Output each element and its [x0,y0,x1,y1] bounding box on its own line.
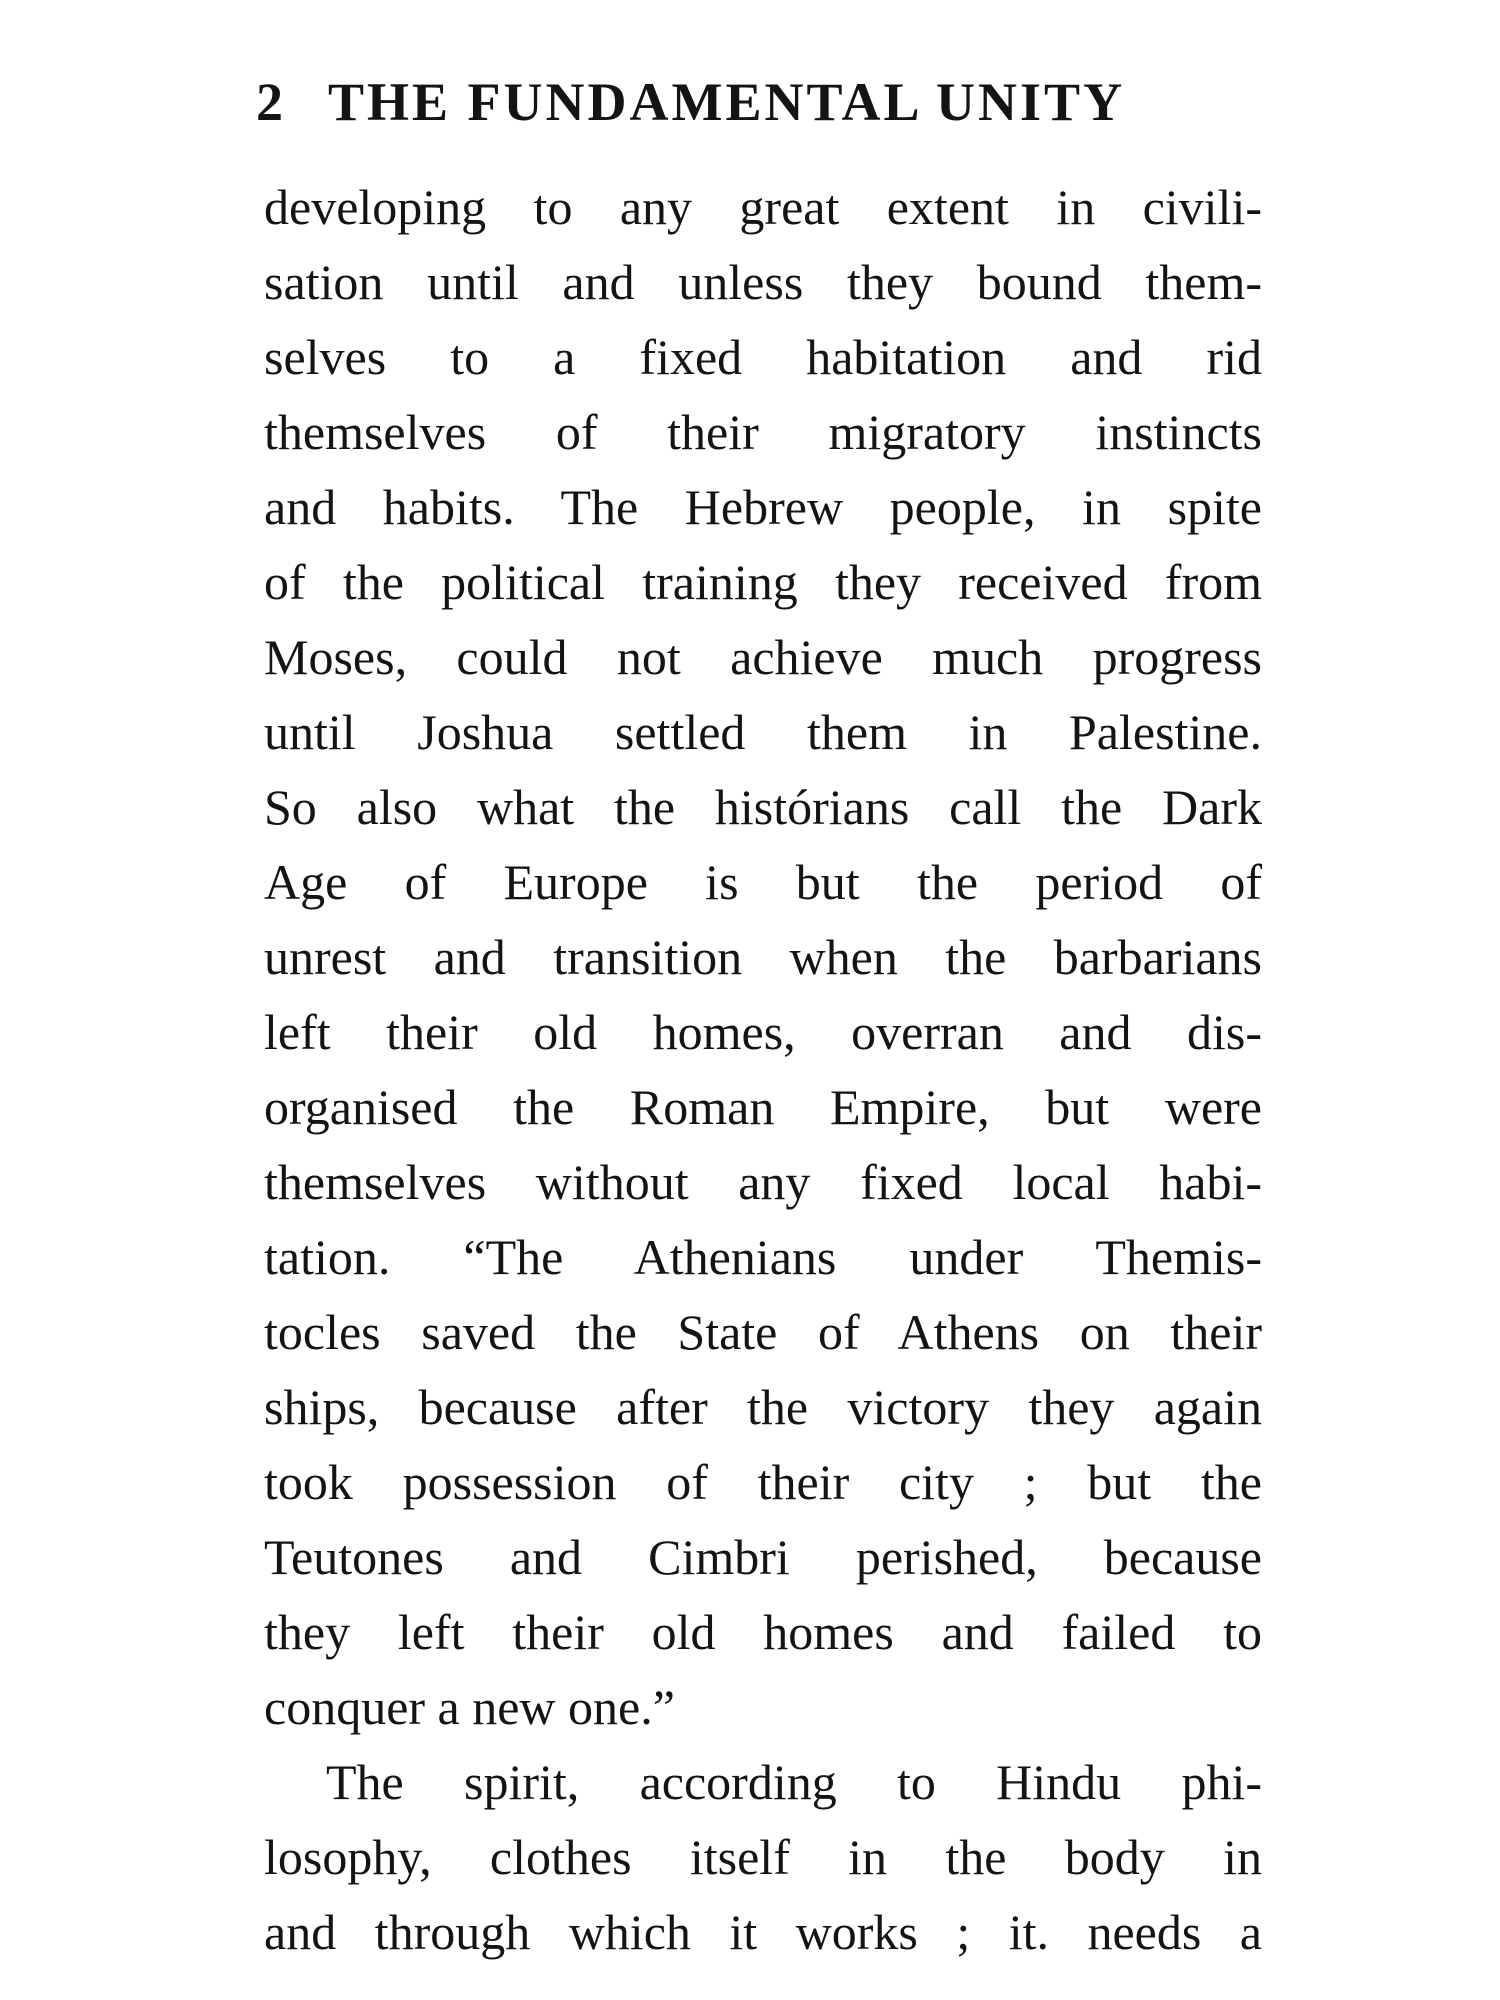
text-line: themselves of their migratory instincts [264,404,1262,460]
text-line: Teutones and Cimbri perished, because [264,1529,1262,1585]
paragraph-2 [264,1745,1262,1970]
text-line: tocles saved the State of Athens on their [264,1304,1262,1360]
text-line: and through which it works ; it. needs a [264,1904,1262,1960]
text-line: Age of Europe is but the period of [264,854,1262,910]
text-line: sation until and unless they bound them- [264,254,1262,310]
text-line: organised the Roman Empire, but were [264,1079,1262,1135]
running-head [256,62,1256,142]
paragraph-1 [264,170,1262,1745]
text-line: and habits. The Hebrew people, in spite [264,479,1262,535]
text-line: selves to a fixed habitation and rid [264,329,1262,385]
text-line: until Joshua settled them in Palestine. [264,704,1262,760]
body-text [264,170,1262,1970]
text-line: themselves without any fixed local habi- [264,1154,1262,1210]
text-line: tation. “The Athenians under Themis- [264,1229,1262,1285]
running-head-title: THE FUNDAMENTAL UNITY [328,72,1126,132]
text-line: So also what the histórians call the Dark [264,779,1262,835]
page-number: 2 [256,72,286,132]
text-line: they left their old homes and failed to [264,1604,1262,1660]
text-line: left their old homes, overran and dis- [264,1004,1262,1060]
text-line: losophy, clothes itself in the body in [264,1829,1262,1885]
text-line: developing to any great extent in civili- [264,179,1262,235]
text-line: The spirit, according to Hindu phi- [326,1754,1262,1810]
text-line: Moses, could not achieve much progress [264,629,1262,685]
text-line: of the political training they received from [264,554,1262,610]
text-line: ships, because after the victory they again [264,1379,1262,1435]
text-line: conquer a new one.” [264,1679,675,1735]
text-line: unrest and transition when the barbarians [264,929,1262,985]
text-line: took possession of their city ; but the [264,1454,1262,1510]
